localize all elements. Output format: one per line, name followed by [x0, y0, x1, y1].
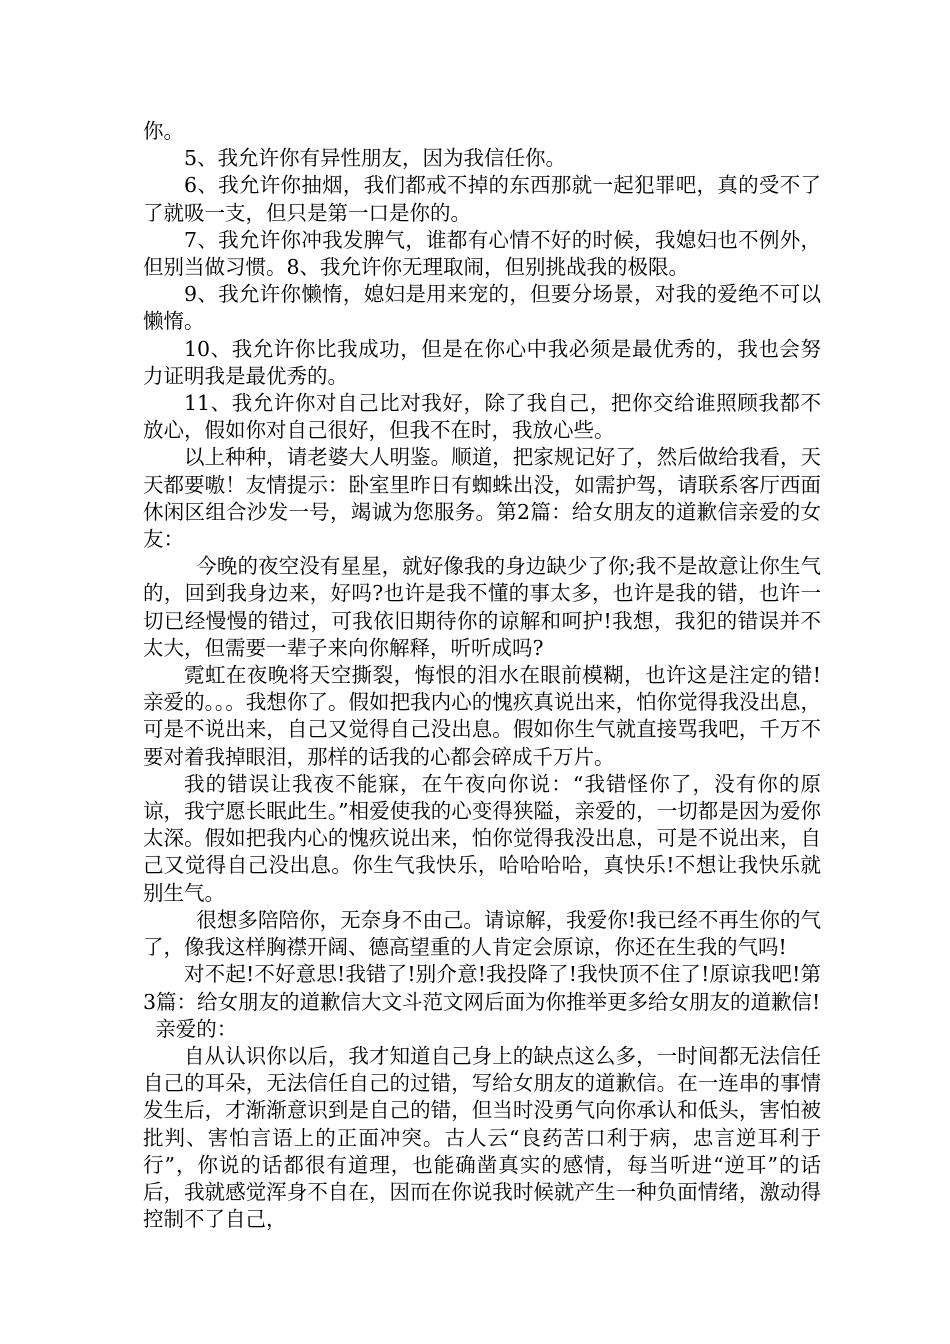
document-body [143, 118, 821, 1233]
paragraph-letter2-2: 霓虹在夜晚将天空撕裂，悔恨的泪水在眼前模糊，也许这是注定的错!亲爱的。。。我想你了。假如把我内心的愧疚真说出来，怕你觉得我没出息，可是不说出来，自己又觉得自己没出息。假如你生气就直接骂我吧，千万不要对着我掉眼泪，那样的话我的心都会碎成千万片。 [143, 663, 821, 769]
paragraph-letter2-4: 很想多陪陪你，无奈身不由己。请谅解，我爱你!我已经不再生你的气了，像我这样胸襟开阔、德高望重的人肯定会原谅，你还在生我的气吗! [143, 907, 821, 960]
paragraph-letter2-3: 我的错误让我夜不能寐，在午夜向你说：“我错怪你了，没有你的原谅，我宁愿长眠此生。”相爱使我的心变得狭隘，亲爱的，一切都是因为爱你太深。假如把我内心的愧疚说出来，怕你觉得我没出息，可是不说出来，自己又觉得自己没出息。你生气我快乐，哈哈哈哈，真快乐!不想让我快乐就别生气。 [143, 771, 821, 905]
paragraph-letter2-5: 对不起!不好意思!我错了!别介意!我投降了!我快顶不住了!原谅我吧!第3篇：给女朋友的道歉信大文斗范文网后面为你推举更多给女朋友的道歉信! [143, 962, 821, 1014]
paragraph-item-9: 9、我允许你懒惰，媳妇是用来宠的，但要分场景，对我的爱绝不可以懒惰。 [143, 282, 821, 334]
paragraph-item-5: 5、我允许你有异性朋友，因为我信任你。 [184, 146, 567, 171]
paragraph-item-7-8: 7、我允许你冲我发脾气，谁都有心情不好的时候，我媳妇也不例外，但别当做习惯。8、我允许你无理取闹，但别挑战我的极限。 [143, 227, 821, 280]
paragraph-summary: 以上种种，请老婆大人明鉴。顺道，把家规记好了，然后做给我看，天天都要嗷！友情提示：卧室里昨日有蜘蛛出没，如需护驾，请联系客厅西面休闲区组合沙发一号，竭诚为您服务。第2篇：给女朋友的道歉信亲爱的女友： [143, 445, 821, 552]
paragraph-item-10: 10、我允许你比我成功，但是在你心中我必须是最优秀的，我也会努力证明我是最优秀的。 [143, 336, 821, 388]
paragraph-salutation: 亲爱的： [155, 1016, 238, 1041]
paragraph-item-6: 6、我允许你抽烟，我们都戒不掉的东西那就一起犯罪吧，真的受不了了就吸一支，但只是第一口是你的。 [143, 173, 821, 225]
paragraph-continuation: 你。 [143, 119, 184, 143]
paragraph-item-11: 11、我允许你对自己比对我好，除了我自己，把你交给谁照顾我都不放心，假如你对自己很好，但我不在时，我放心些。 [143, 391, 821, 443]
paragraph-letter3-1: 自从认识你以后，我才知道自己身上的缺点这么多，一时间都无法信任自己的耳朵，无法信任自己的过错，写给女朋友的道歉信。在一连串的事情发生后，才渐渐意识到是自己的错，但当时没勇气向你承认和低头，害怕被批判、害怕言语上的正面冲突。古人云“良药苦口利于病，忠言逆耳利于行”，你说的话都很有道理，也能确凿真实的感情，每当听进“逆耳”的话后，我就感觉浑身不自在，因而在你说我时候就产生一种负面情绪，激动得控制不了自己， [143, 1043, 821, 1232]
paragraph-letter2-1: 今晚的夜空没有星星，就好像我的身边缺少了你;我不是故意让你生气的，回到我身边来，好吗?也许是我不懂的事太多，也许是我的错，也许一切已经慢慢的错过，可我依旧期待你的谅解和呵护!我想，我犯的错误并不太大，但需要一辈子来向你解释，听听成吗? [143, 554, 821, 660]
